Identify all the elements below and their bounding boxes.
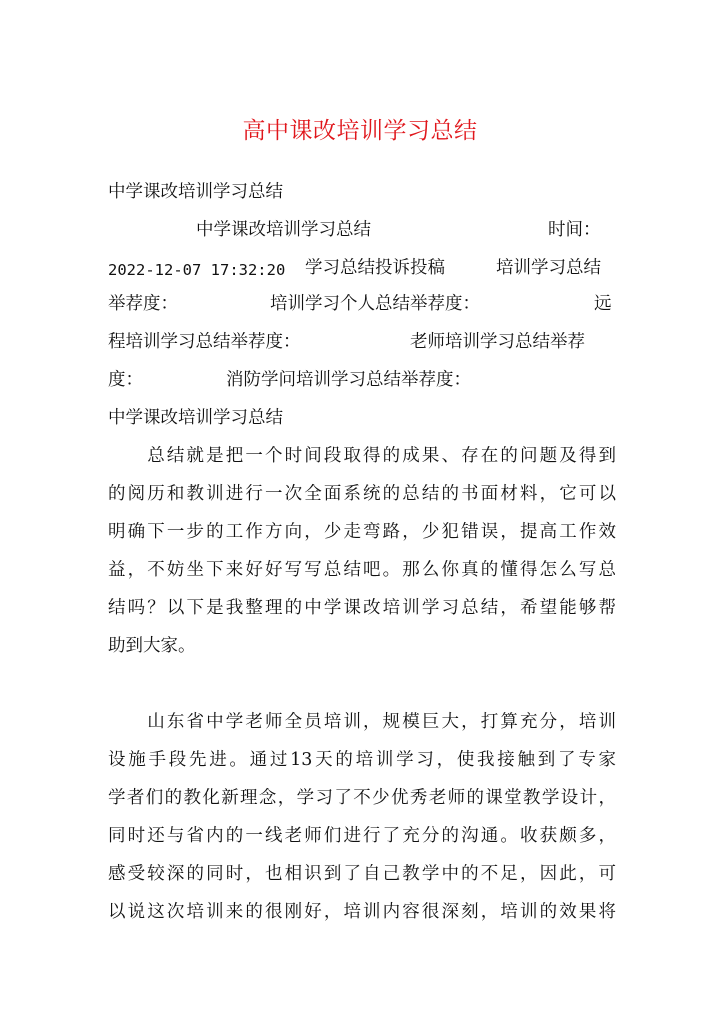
paragraph-2-line: 感受较深的同时，也相识到了自己教学中的不足，因此，可	[108, 864, 616, 884]
meta-category: 培训学习总结	[496, 258, 601, 278]
paragraph-1-line: 总结就是把一个时间段取得的成果、存在的问题及得到	[108, 446, 616, 466]
meta-time-label: 时间：	[548, 220, 601, 240]
paragraph-2-line: 同时还与省内的一线老师们进行了充分的沟通。收获颇多，	[108, 826, 616, 846]
paragraph-2-line: 山东省中学老师全员培训，规模巨大，打算充分，培训	[108, 712, 616, 732]
paragraph-2-line: 学者们的教化新理念，学习了不少优秀老师的课堂教学设计，	[108, 788, 616, 808]
document-title: 高中课改培训学习总结	[242, 118, 478, 144]
meta-recommend-1: 举荐度：	[108, 294, 178, 314]
paragraph-1-line: 明确下一步的工作方向，少走弯路，少犯错误，提高工作效	[108, 522, 616, 542]
meta-recommend-4: 老师培训学习总结举荐	[410, 332, 585, 352]
paragraph-2-line: 设施手段先进。通过13天的培训学习，使我接触到了专家	[108, 750, 616, 770]
meta-submit-link: 学习总结投诉投稿	[305, 258, 445, 278]
paragraph-2-line: 以说这次培训来的很刚好，培训内容很深刻，培训的效果将	[108, 902, 616, 922]
paragraph-1-line: 的阅历和教训进行一次全面系统的总结的书面材料，它可以	[108, 484, 616, 504]
section-heading-2: 中学课改培训学习总结	[108, 408, 283, 428]
paragraph-1-line: 结吗？以下是我整理的中学课改培训学习总结，希望能够帮	[108, 598, 616, 618]
meta-recommend-4-end: 度：	[108, 370, 143, 390]
section-heading: 中学课改培训学习总结	[108, 182, 283, 202]
meta-recommend-2: 培训学习个人总结举荐度：	[270, 294, 480, 314]
meta-recommend-5: 消防学问培训学习总结举荐度：	[226, 370, 471, 390]
meta-recommend-3-start: 远	[594, 294, 612, 314]
meta-title: 中学课改培训学习总结	[196, 220, 371, 240]
paragraph-1-line: 益，不妨坐下来好好写写总结吧。那么你真的懂得怎么写总	[108, 560, 616, 580]
meta-date: 2022-12-07 17:32:20	[108, 261, 286, 279]
meta-recommend-3: 程培训学习总结举荐度：	[108, 332, 301, 352]
paragraph-1-line: 助到大家。	[108, 636, 196, 656]
